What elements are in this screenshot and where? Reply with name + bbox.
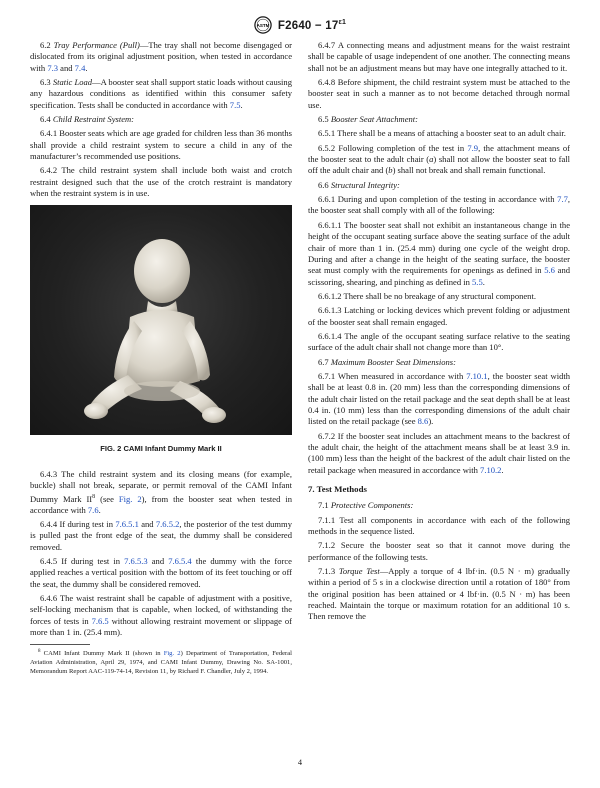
para-6-5-2: 6.5.2 Following completion of the test in 7.9, the attachment means of the booster seat to the adult chair (a) shall not allow the booster seat to fall off the adult chair and (b) shall not break and shall remain functional. [308,142,570,176]
para-6-6-1: 6.6.1 During and upon completion of the testing in accordance with 7.7, the booster seat shall comply with all of the following: [308,194,570,216]
para-7-1-2: 7.1.2 Secure the booster seat so that it cannot move during the performance of the following tests. [308,540,570,562]
para-6-4-1: 6.4.1 Booster seats which are age graded for children less than 36 months shall provide a child restraint system to secure a child in any of the manufacturer’s recommended use positions. [30,128,292,162]
xref-7-10-2[interactable]: 7.10.2 [480,464,502,475]
left-column [30,40,292,676]
para-6-2: 6.2 Tray Performance (Pull)—The tray shall not become disengaged or dislocated from its original adjustment position, when tested in accordance with 7.3 and 7.4. [30,40,292,73]
para-6-7-1: 6.7.1 When measured in accordance with 7.10.1, the booster seat width shall be at least 0.8 in. (20 mm) less than the corresponding dimensions of the adult chair listed on the retail package and the seat depth shall be at least 0.4 in. (10 mm) less than the corresponding dimensions of the adult chair listed on the retail package (see 8.6). [308,370,571,427]
heading-6-6: 6.6 Structural Integrity: [318,179,400,190]
para-6-4-4: 6.4.4 If during test in 7.6.5.1 and 7.6.5.2, the posterior of the test dummy is pulled past the front edge of the seat, the dummy shall be considered removed. [30,519,292,552]
footnote-8: $^8$ CAMI Infant Dummy Mark II (shown in Fig. 2) Department of Transportation, Federal Aviation Administration, April 29, 1974, and CAMI Infant Dummy, Drawing No. SA-1001, Memorandum Report AAC-119-74-14, Revision 11, by Richard F. Chandler, July 2, 1994. [30,649,293,675]
xref-7-6-5[interactable]: 7.6.5 [91,615,109,626]
figure-cami-dummy [30,205,292,435]
xref-7-3[interactable]: 7.3 [47,62,59,73]
figure-caption: FIG. 2 CAMI Infant Dummy Mark II [100,444,222,454]
xref-8-6[interactable]: 8.6 [417,416,429,427]
para-6-4-3: 6.4.3 The child restraint system and its closing means (for example, buckle) shall not break, separate, or permit removal of the CAMI Infant Dummy Mark $II^8$ (see Fig. 2), from the booster seat when tested in accordance with 7.6. [30,468,292,515]
para-6-6-1-4: 6.6.1.4 The angle of the occupant seating surface relative to the seating surface of the adult chair shall not change more than 10°. [308,330,570,353]
para-6-4-6: 6.4.6 The waist restraint shall be capable of adjustment with a positive, self-locking mechanism that is capable, when locked, of withstanding the forces of tests in 7.6.5 without allowing restraint movement or slippage of more than 1 in. (25.4 mm). [30,593,292,638]
xref-7-6[interactable]: 7.6 [87,504,99,515]
heading-6-7: 6.7 Maximum Booster Seat Dimensions: [318,356,456,367]
para-6-4-2: 6.4.2 The child restraint system shall include both waist and crotch restraint designed such that the use of the crotch restraint is mandatory when the restraint system is in use. [30,165,292,199]
xref-7-6-5-2[interactable]: 7.6.5.2 [155,519,180,530]
heading-7-1: 7.1 Protective Components: [318,500,414,511]
para-6-4-5: 6.4.5 If during test in 7.6.5.3 and 7.6.5.4 the dummy with the force applied reaches a vertical position with the bottom of its feet touching or off the seat, the dummy shall be considered removed. [30,556,292,589]
astm-logo-icon [254,16,272,34]
right-column [308,40,570,626]
xref-fig-2-footnote[interactable]: Fig. 2 [163,650,181,658]
xref-5-5[interactable]: 5.5 [472,276,483,287]
para-7-1-1: 7.1.1 Test all components in accordance with each of the following methods in the sequence listed. [308,514,570,537]
page-header [0,14,600,36]
para-6-6-1-3: 6.6.1.3 Latching or locking devices which prevent folding or adjustment of the booster seat shall remain engaged. [308,305,570,327]
para-6-5-1: 6.5.1 There shall be a means of attaching a booster seat to an adult chair. [318,128,566,139]
para-6-4-7: 6.4.7 A connecting means and adjustment means for the waist restraint shall be capable of usage independent of one another. The connecting means shall not be an adjustment means but may have one integrally attached to it. [308,40,570,73]
page-number: 4 [297,758,303,767]
xref-7-6-5-4[interactable]: 7.6.5.4 [168,556,192,567]
xref-7-4[interactable]: 7.4 [74,62,86,73]
xref-fig-2[interactable]: Fig. 2 [118,493,142,504]
xref-7-10-1[interactable]: 7.10.1 [466,370,488,381]
footnote-rule [30,644,90,645]
para-7-1-3: 7.1.3 Torque Test—Apply a torque of 4 lbf·in. (0.5 N · m) gradually within a period of 5 s in a clockwise direction until a rotation of 180° from the original position has been attained or 4 lbf·in. (0.5 N · m) has been reached. Maintain the torque or maximum rotation for an additional 10 s. Then remove the [308,566,570,622]
para-6-6-1-1: 6.6.1.1 The booster seat shall not exhibit an instantaneous change in the height of the occupant seating surface above the seating surface of the adult chair of more than 1 in. (25.4 mm) during one cycle of the weight drop. During and after a change in the height of the seating surface, the booster seat must comply with the requirements for openings as defined in 5.6 and scissoring, shearing, and pinching as defined in 5.5. [308,219,570,287]
xref-5-6[interactable]: 5.6 [544,265,555,276]
para-6-4-8: 6.4.8 Before shipment, the child restraint system must be attached to the booster seat in such a manner as to not become detached through normal use. [308,77,570,110]
para-6-6-1-2: 6.6.1.2 There shall be no breakage of any structural component. [318,290,536,301]
para-6-7-2: 6.7.2 If the booster seat includes an attachment means to the backrest of the adult chair, the height of the attachment means shall be at least 3.9 in. (100 mm) less than the height of the backrest of the adult chair listed on the retail package when measured in accordance with 7.10.2. [308,430,570,475]
heading-6-4: 6.4 Child Restraint System: [40,114,135,125]
section-heading-7: 7. Test Methods [308,484,367,495]
svg-text:ASTM: ASTM [256,22,270,28]
xref-7-6-5-1[interactable]: 7.6.5.1 [115,519,139,530]
xref-7-5[interactable]: 7.5 [229,99,241,110]
standard-designation: $F2640 - 17^{\varepsilon 1}$ [277,18,347,32]
heading-6-5: 6.5 Booster Seat Attachment: [318,114,419,125]
xref-7-7[interactable]: 7.7 [557,194,568,205]
xref-7-6-5-3[interactable]: 7.6.5.3 [124,556,148,567]
xref-7-9[interactable]: 7.9 [467,142,479,153]
para-6-3: 6.3 Static Load—A booster seat shall support static loads without causing any hazardous conditions as identified within this consumer safety specification. Tests shall be conducted in accordance with 7.5. [30,77,292,110]
infant-dummy-illustration [30,205,292,435]
